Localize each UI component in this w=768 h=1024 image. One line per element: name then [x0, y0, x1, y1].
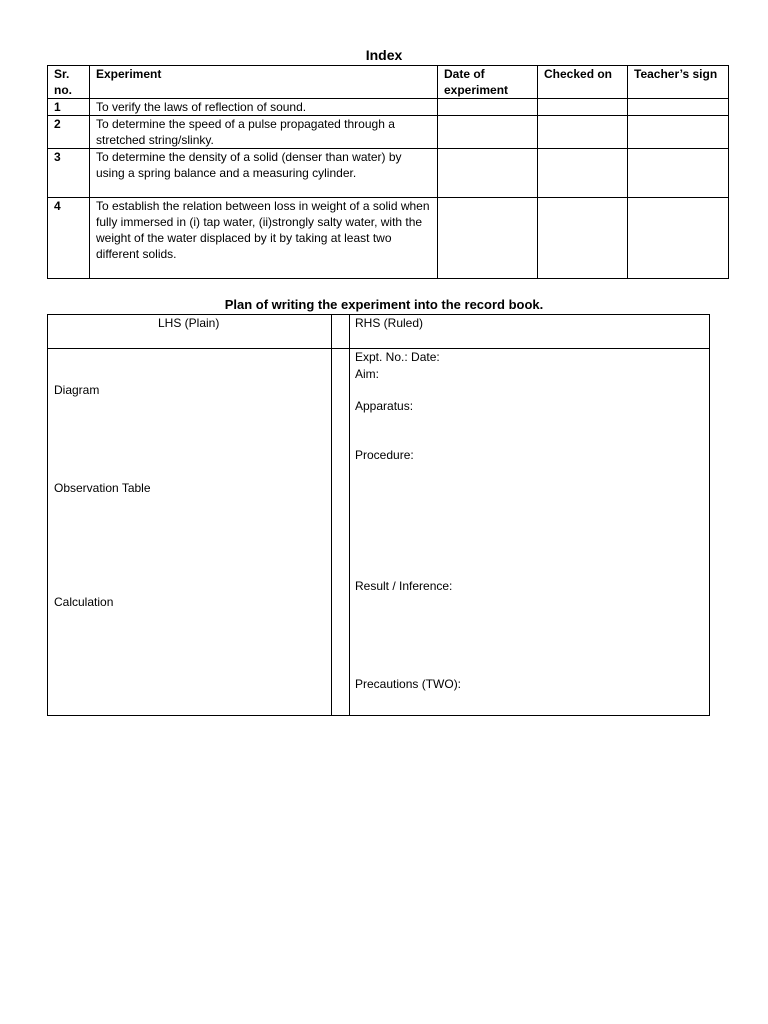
row-sr-no: 2	[48, 116, 90, 149]
row-sign	[628, 149, 729, 198]
rhs-header: RHS (Ruled)	[355, 316, 424, 330]
header-teachers-sign: Teacher’s sign	[628, 66, 729, 99]
rhs-apparatus: Apparatus:	[355, 399, 414, 413]
index-table	[47, 65, 729, 279]
row-date	[438, 116, 538, 149]
row-experiment: To establish the relation between loss in weight of a solid when fully immersed in (i) tap water, (ii)strongly salty water, with the weight of the water displaced by it by taking at least two different solids.	[90, 198, 438, 279]
header-date-of-experiment: Date of experiment	[438, 66, 538, 99]
rhs-precautions: Precautions (TWO):	[355, 677, 462, 691]
lhs-observation-table: Observation Table	[54, 481, 151, 495]
rhs-expt-no-date: Expt. No.: Date:	[355, 350, 440, 364]
row-sign	[628, 116, 729, 149]
lhs-calculation: Calculation	[54, 595, 114, 609]
row-checked	[538, 116, 628, 149]
header-experiment: Experiment	[90, 66, 438, 99]
column-divider	[349, 315, 350, 715]
row-date	[438, 99, 538, 116]
row-sr-no: 1	[48, 99, 90, 116]
row-experiment: To verify the laws of reflection of sound.	[90, 99, 438, 116]
row-date	[438, 149, 538, 198]
row-sign	[628, 99, 729, 116]
plan-title: Plan of writing the experiment into the record book.	[224, 297, 544, 312]
row-sr-no: 4	[48, 198, 90, 279]
row-sr-no: 3	[48, 149, 90, 198]
row-experiment: To determine the speed of a pulse propagated through a stretched string/slinky.	[90, 116, 438, 149]
row-checked	[538, 149, 628, 198]
rhs-procedure: Procedure:	[355, 448, 414, 462]
row-checked	[538, 198, 628, 279]
index-title: Index	[365, 47, 403, 63]
rhs-result-inference: Result / Inference:	[355, 579, 453, 593]
header-checked-on: Checked on	[538, 66, 628, 99]
plan-table	[47, 314, 710, 716]
table-row	[48, 116, 729, 149]
table-row	[48, 198, 729, 279]
row-experiment: To determine the density of a solid (denser than water) by using a spring balance and a measuring cylinder.	[90, 149, 438, 198]
rhs-aim: Aim:	[355, 367, 379, 381]
header-sr-no: Sr. no.	[48, 66, 90, 99]
index-header-row	[48, 66, 729, 99]
row-sign	[628, 198, 729, 279]
table-row	[48, 99, 729, 116]
lhs-diagram: Diagram	[54, 383, 100, 397]
row-date	[438, 198, 538, 279]
column-divider	[331, 315, 332, 715]
lhs-header: LHS (Plain)	[158, 316, 220, 330]
table-row	[48, 149, 729, 198]
row-checked	[538, 99, 628, 116]
